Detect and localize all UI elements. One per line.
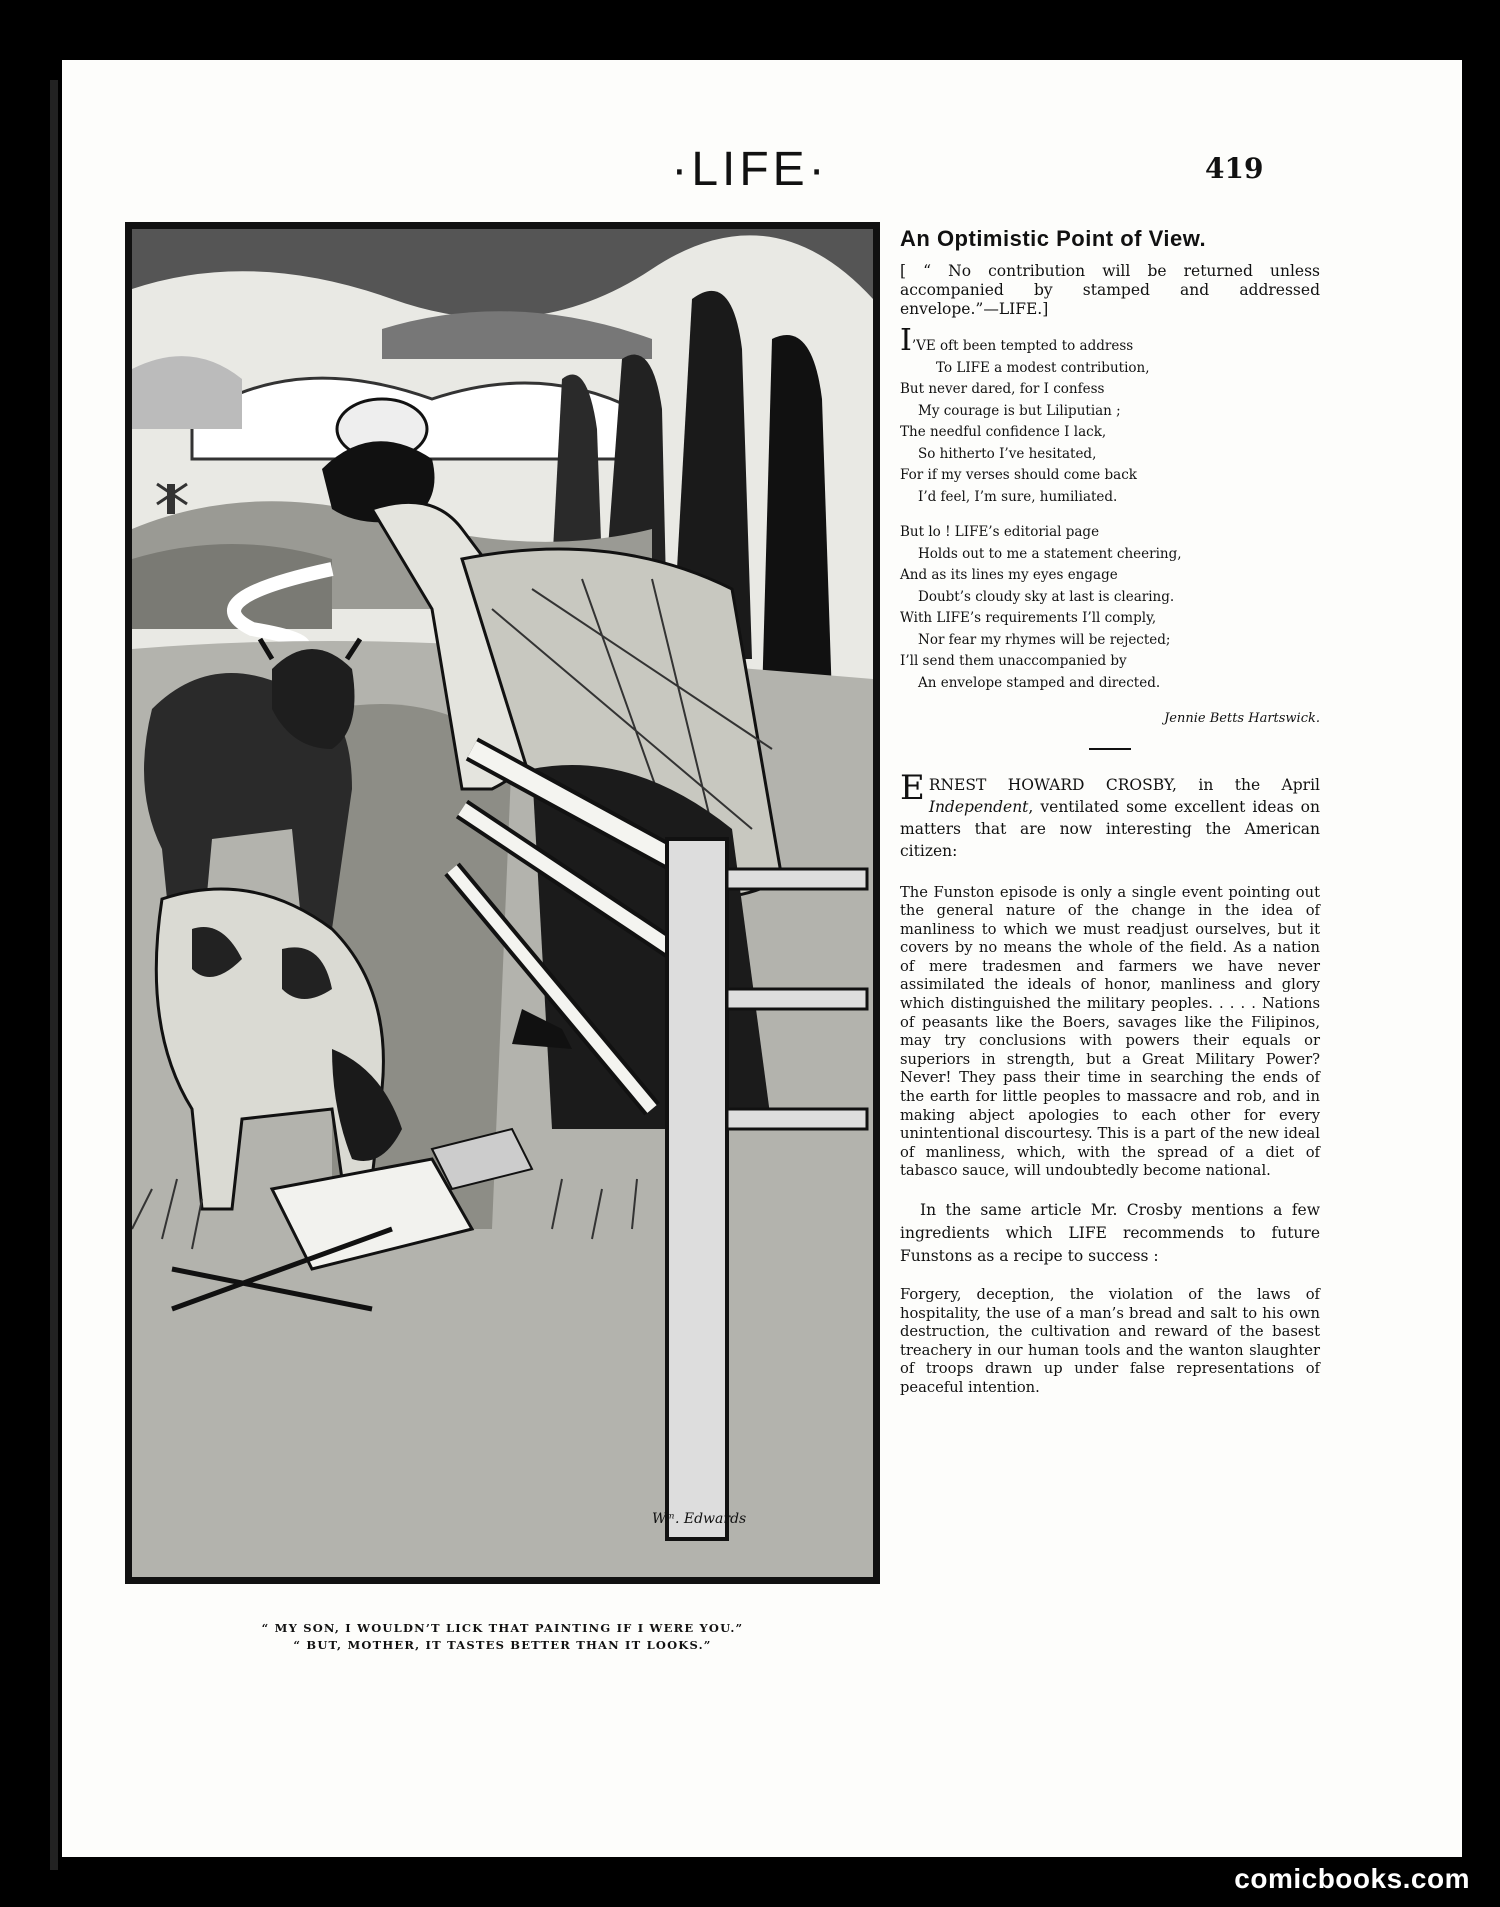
poem-line: So hitherto I’ve hesitated, [918, 445, 1097, 462]
poem-title: An Optimistic Point of View. [900, 226, 1207, 251]
article-intro: ERNEST HOWARD CROSBY, in the April Independent, ventilated some excellent ideas on matters that are now interesting the American citizen: [900, 767, 1320, 860]
poem-author: Jennie Betts Hartswick. [1164, 711, 1320, 726]
poem-line: My courage is but Liliputian ; [918, 402, 1121, 419]
poem-line: I’VE oft been tempted to address [900, 323, 1134, 358]
poem-line: For if my verses should come back [900, 467, 1137, 483]
poem-line: I’ll send them unaccompanied by [900, 653, 1127, 669]
site-watermark: comicbooks.com [1234, 1863, 1470, 1894]
text-column [900, 226, 1320, 1416]
page-number: 419 [1205, 152, 1264, 185]
caption-line-2: “ BUT, MOTHER, IT TASTES BETTER THAN IT LOOKS.” [293, 1638, 712, 1653]
artist-signature: Wᵐ. Edwards [652, 1511, 747, 1527]
poem-line: With LIFE’s requirements I’ll comply, [900, 610, 1157, 626]
section-divider [1089, 748, 1131, 750]
poem-line: But lo ! LIFE’s editorial page [900, 524, 1100, 540]
article-quote-1: The Funston episode is only a single event pointing out the general nature of the change in the idea of manliness to which we must readjust ourselves, but it covers by no means the whole of the field. As a nation of mere tradesmen and farmers we have never assimilated the ideals of honor, manliness and glory which distinguished the military peoples. . . . . Nations of peasants like the Boers, savages like the Filipinos, may try conclusions with powers their equals or superiors in strength, but a Great Military Power? Never! They pass their time in searching the ends of the earth for little peoples to massacre and rob, and in making abject apologies to each other for every unintentional discourtesy. This is a part of the new ideal of manliness, which, with the spread of a diet of tabasco sauce, will undoubtedly become national. [900, 883, 1320, 1180]
publication-name: Independent [928, 797, 1029, 816]
poem-line: But never dared, for I confess [900, 381, 1105, 397]
poem-line: And as its lines my eyes engage [900, 567, 1118, 583]
poem-stanza-2 [900, 522, 1320, 694]
poem-line: An envelope stamped and directed. [918, 674, 1161, 691]
poem-line: To LIFE a modest contribution, [936, 359, 1150, 376]
poem-body [900, 323, 1320, 730]
poem-line: The needful confidence I lack, [900, 424, 1107, 440]
caption-line-1: “ MY SON, I WOULDN’T LICK THAT PAINTING IF I WERE YOU.” [261, 1621, 744, 1635]
poem-stanza-1 [900, 323, 1320, 508]
article-quote-2: Forgery, deception, the violation of the laws of hospitality, the use of a man’s bread and salt to his own destruction, the cultivation and reward of the basest treachery in our human tools and the wanton slaughter of troops drawn up under false representations of peaceful intention. [900, 1286, 1320, 1396]
poem-line: Holds out to me a statement cheering, [918, 545, 1182, 562]
drop-cap: E [900, 767, 925, 808]
book-spine [50, 80, 58, 1870]
illustration-caption [125, 1620, 880, 1655]
illustration [125, 222, 880, 1584]
masthead: ·LIFE· [671, 143, 829, 196]
poem-line: Nor fear my rhymes will be rejected; [918, 631, 1171, 648]
poem-epigraph: [ “ No contribution will be returned unless accompanied by stamped and addressed envelope.”—LIFE.] [900, 262, 1320, 318]
poem-line: Doubt’s cloudy sky at last is clearing. [918, 588, 1175, 605]
poem-line: I’d feel, I’m sure, humiliated. [918, 488, 1118, 505]
article-paragraph-2: In the same article Mr. Crosby mentions a few ingredients which LIFE recommends to future Funstons as a recipe to success : [900, 1201, 1320, 1265]
cows-and-lady-drawing [132, 229, 873, 1577]
drop-cap: I [900, 323, 912, 358]
